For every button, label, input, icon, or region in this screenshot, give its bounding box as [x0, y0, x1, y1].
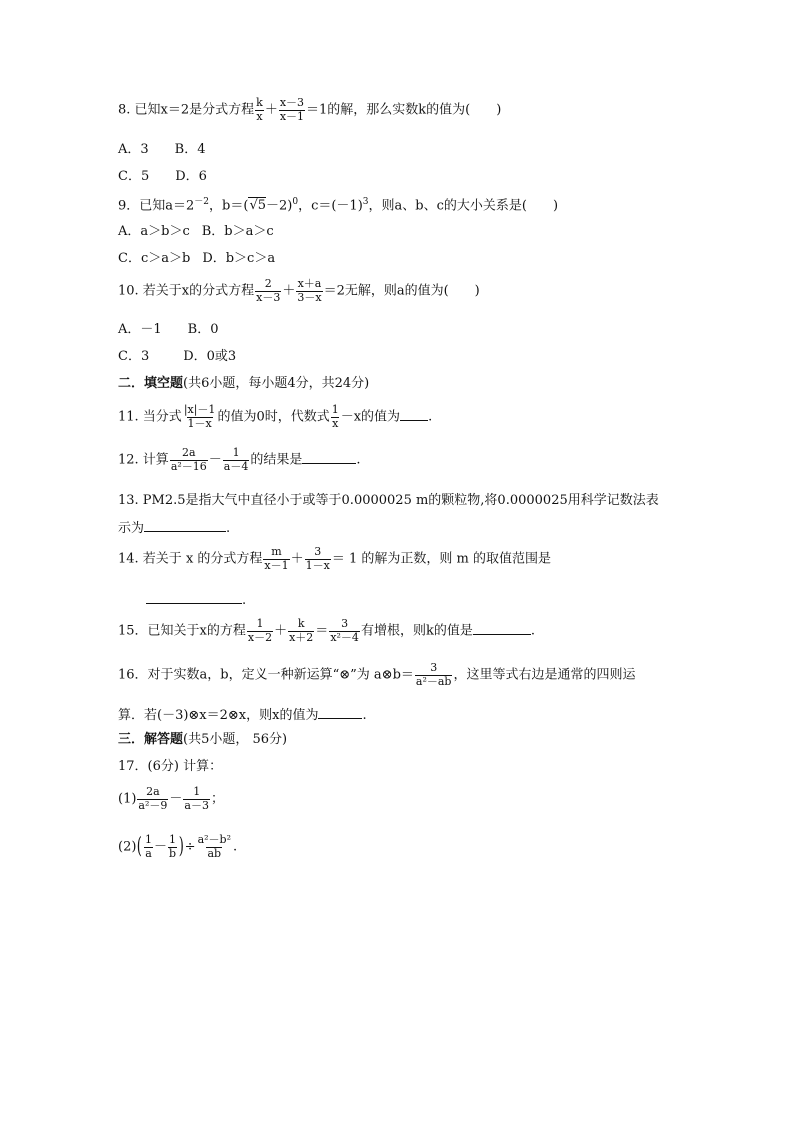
q8-plus: ＋ — [264, 102, 278, 118]
q8-prefix: 8. 已知x＝2是分式方程 — [118, 102, 255, 118]
q12-prefix: 12. 计算 — [118, 452, 169, 468]
q16-line-2-text: 算．若(－3)⊗x＝2⊗x，则x的值为 — [118, 708, 319, 723]
q16-fraction — [415, 662, 453, 688]
q17-p2-minus: － — [154, 839, 168, 855]
q15-end: . — [530, 623, 535, 639]
q8-f2-numerator: x－3 — [279, 96, 305, 109]
section-3-title: 三．解答题 — [118, 732, 184, 747]
q8-option-a[interactable]: A．3 — [118, 142, 149, 157]
q16-end: . — [362, 708, 367, 723]
q17-p2-f2-denominator: b — [169, 846, 177, 860]
q13-line-1: 13. PM2.5是指大气中直径小于或等于0.0000025 m的颗粒物,将0.0000025用科学记数法表 — [118, 493, 659, 508]
q9-options-row-1 — [118, 225, 274, 238]
q11-end: . — [428, 409, 433, 425]
q10-f1-denominator: x－3 — [256, 290, 281, 304]
q10-fraction-1 — [255, 278, 281, 304]
q11-answer-blank[interactable] — [400, 408, 428, 421]
q12-f2-denominator: a－4 — [223, 459, 249, 473]
question-14 — [118, 546, 551, 572]
q10-f2-numerator: x＋a — [297, 277, 322, 290]
q14-f1-numerator: m — [271, 545, 282, 558]
q17-p1-end: ； — [210, 791, 224, 807]
q17-p2-end: . — [233, 839, 238, 855]
q8-options-row-2 — [118, 170, 207, 183]
q12-fraction-1 — [170, 447, 208, 473]
q15-fraction-1 — [247, 618, 273, 644]
q9-exponent-2: 0 — [292, 197, 299, 207]
question-9 — [118, 198, 558, 212]
q8-fraction-1 — [255, 97, 264, 123]
q15-f1-numerator: 1 — [256, 617, 264, 630]
q15-f2-numerator: k — [297, 617, 305, 630]
q14-f1-denominator: x－1 — [264, 558, 289, 572]
q9-option-d[interactable]: D．b＞c＞a — [202, 251, 276, 266]
q14-fraction-1 — [263, 546, 289, 572]
q8-option-b[interactable]: B．4 — [174, 142, 206, 157]
q14-f2-denominator: 1－x — [305, 558, 330, 572]
q10-plus: ＋ — [282, 283, 296, 299]
q9-option-b[interactable]: B．b＞a＞c — [201, 224, 274, 239]
q17-p1-fraction-2 — [183, 786, 210, 812]
q8-fraction-2 — [279, 97, 305, 123]
q15-suffix: 有增根，则k的值是 — [360, 623, 473, 639]
q17-part-2 — [118, 834, 237, 860]
q11-f2-numerator: 1 — [331, 403, 339, 416]
q15-f3-numerator: 3 — [341, 617, 349, 630]
q10-options-row-2 — [118, 350, 236, 363]
q8-suffix: ＝1的解，那么实数k的值为( ) — [306, 102, 502, 118]
q12-f1-numerator: 2a — [182, 446, 196, 459]
q17-p1-f2-denominator: a－3 — [184, 798, 209, 812]
question-12 — [118, 447, 361, 473]
q10-f2-denominator: 3－x — [297, 290, 322, 304]
q16-answer-blank[interactable] — [318, 706, 362, 719]
q11-prefix: 11. 当分式 — [118, 409, 182, 425]
q10-options-row-1 — [118, 323, 219, 336]
q12-minus: － — [208, 452, 222, 468]
q17-p2-open-paren: ( — [137, 834, 143, 860]
section-2-title: 二．填空题 — [118, 376, 184, 391]
q9-exponent-3: 3 — [362, 197, 369, 207]
q12-f2-numerator: 1 — [232, 446, 240, 459]
q11-f1-denominator: 1－x — [187, 416, 212, 430]
q14-suffix: ＝ 1 的解为正数，则 m 的取值范围是 — [331, 551, 551, 567]
q14-prefix: 14. 若关于 x 的分式方程 — [118, 551, 263, 567]
q17-part-2-label: (2) — [118, 839, 137, 855]
q10-option-c[interactable]: C．3 — [118, 349, 150, 364]
q14-answer-blank[interactable] — [146, 591, 242, 604]
q17-p2-f3-denominator: ab — [207, 846, 222, 860]
q10-prefix: 10. 若关于x的分式方程 — [118, 283, 255, 299]
q16-line-2 — [118, 706, 367, 722]
q12-fraction-2 — [223, 447, 250, 473]
q17-p2-f2-numerator: 1 — [169, 833, 177, 846]
q15-fraction-2 — [288, 618, 314, 644]
q11-suffix: －x的值为 — [340, 409, 401, 425]
q9-part-b2: －2) — [266, 198, 293, 214]
q9-option-c[interactable]: C．c＞a＞b — [118, 251, 191, 266]
q9-exponent-1: －2 — [194, 197, 210, 207]
q13-line-2-text: 示为 — [118, 521, 145, 536]
q15-prefix: 15．已知关于x的方程 — [118, 623, 246, 639]
q17-p2-fraction-3 — [197, 834, 232, 860]
q13-answer-blank[interactable] — [144, 519, 226, 532]
q17-p1-fraction-1 — [137, 786, 168, 812]
q16-numerator: 3 — [430, 661, 438, 674]
q17-p2-fraction-1 — [144, 834, 153, 860]
section-3-heading — [118, 733, 287, 746]
question-16 — [118, 662, 636, 688]
q10-option-b[interactable]: B．0 — [187, 322, 219, 337]
q17-p1-minus: － — [169, 791, 183, 807]
q11-fraction-2 — [331, 404, 340, 430]
q8-option-d[interactable]: D．6 — [175, 169, 207, 184]
q15-f2-denominator: x＋2 — [289, 630, 314, 644]
q17-part-1-label: (1) — [118, 791, 137, 807]
q8-f1-denominator: x — [256, 109, 263, 123]
q9-part-c: ，c＝(－1) — [298, 198, 363, 214]
section-3-note: (共5小题， 56分) — [183, 732, 288, 747]
q8-f1-numerator: k — [256, 96, 263, 109]
q16-prefix: 16．对于实数a，b，定义一种新运算“⊗”为 a⊗b＝ — [118, 667, 414, 683]
q11-f1-numerator: |x|－1 — [183, 403, 216, 416]
q17-p2-f1-numerator: 1 — [145, 833, 153, 846]
q10-suffix: ＝2无解，则a的值为( ) — [323, 283, 480, 299]
section-2-note: (共6小题，每小题4分，共24分) — [183, 376, 370, 391]
q14-fraction-2 — [305, 546, 331, 572]
q10-option-a[interactable]: A．－1 — [118, 322, 162, 337]
q13-end: . — [226, 521, 231, 536]
q9-part-a: 9．已知a＝2 — [118, 198, 195, 214]
q14-end: . — [242, 593, 247, 608]
q9-part-b1: ，b＝( — [209, 198, 249, 214]
q11-middle: 的值为0时，代数式 — [217, 409, 330, 425]
q17-p1-f2-numerator: 1 — [193, 785, 201, 798]
q17-p2-fraction-2 — [168, 834, 177, 860]
question-15 — [118, 618, 535, 644]
q16-denominator: a²－ab — [415, 674, 452, 688]
q12-end: . — [356, 452, 361, 468]
q11-f2-denominator: x — [332, 416, 339, 430]
q9-sqrt: √5 — [249, 198, 266, 214]
q15-answer-blank[interactable] — [473, 622, 531, 635]
q9-options-row-2 — [118, 252, 275, 265]
q10-option-d[interactable]: D．0或3 — [183, 349, 237, 364]
q10-f1-numerator: 2 — [264, 277, 272, 290]
q16-suffix: ，这里等式右边是通常的四则运 — [453, 667, 636, 683]
q14-f2-numerator: 3 — [314, 545, 322, 558]
q17-p1-f1-numerator: 2a — [146, 785, 160, 798]
question-10 — [118, 278, 480, 304]
q15-f3-denominator: x²－4 — [330, 630, 359, 644]
q12-answer-blank[interactable] — [302, 451, 356, 464]
q17-p1-f1-denominator: a²－9 — [138, 798, 168, 812]
section-2-heading — [118, 377, 369, 390]
q8-option-c[interactable]: C．5 — [118, 169, 150, 184]
q17-heading: 17．(6分) 计算： — [118, 759, 223, 774]
q12-suffix: 的结果是 — [250, 452, 303, 468]
q9-option-a[interactable]: A．a＞b＞c — [118, 224, 190, 239]
q10-fraction-2 — [296, 278, 322, 304]
q14-plus: ＋ — [290, 551, 304, 567]
q9-tail: ，则a、b、c的大小关系是( ) — [368, 198, 559, 214]
q8-f2-denominator: x－1 — [279, 109, 305, 123]
q17-p2-divide: ÷ — [184, 839, 196, 855]
q14-answer-line — [146, 591, 246, 607]
q17-p2-f1-denominator: a — [145, 846, 152, 860]
q17-part-1 — [118, 786, 224, 812]
q15-plus: ＋ — [274, 623, 288, 639]
q15-f1-denominator: x－2 — [247, 630, 273, 644]
q8-options-row-1 — [118, 143, 206, 156]
q17-p2-f3-numerator: a²－b² — [197, 833, 231, 846]
q12-f1-denominator: a²－16 — [170, 459, 207, 473]
q15-equals: ＝ — [315, 623, 329, 639]
q15-fraction-3 — [329, 618, 360, 644]
q11-fraction-1 — [183, 404, 217, 430]
q13-line-2 — [118, 519, 230, 535]
question-11 — [118, 404, 432, 430]
q17-p2-close-paren: ) — [178, 834, 184, 860]
question-8 — [118, 97, 501, 123]
